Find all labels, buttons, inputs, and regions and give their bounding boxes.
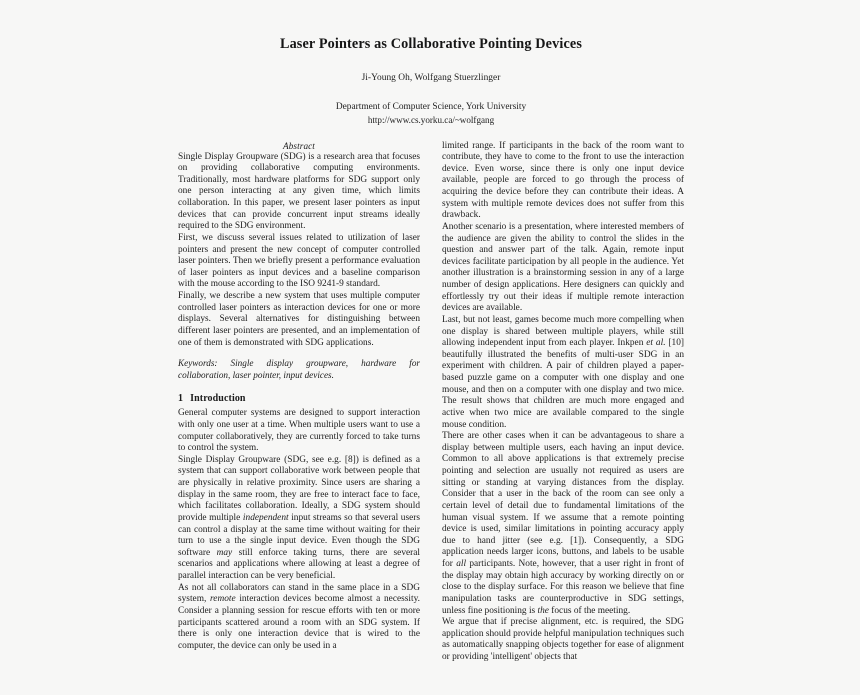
left-column — [178, 141, 420, 664]
author-url[interactable]: http://www.cs.yorku.ca/~wolfgang — [367, 115, 495, 125]
page-title: Laser Pointers as Collaborative Pointing Devices — [279, 36, 583, 52]
paper-content — [178, 30, 684, 664]
right-column — [442, 141, 684, 664]
abstract-paragraph: Finally, we describe a new system that uses multiple computer controlled laser pointers as interaction devices for one or more displays. Several alternatives for distinguishing between different laser pointers are presented, and an implementation of one of them is demonstrated with SDG applications. — [178, 291, 420, 348]
body-paragraph: There are other cases when it can be advantageous to share a display between multiple users, each having an input device. Common to all above applications is that extremely precise pointing and selection are usually not required as users are sitting or standing at varying distances from the display. Consider that a user in the back of the room can see only a certain level of detail due to fundamental limitations of the human visual system. If we assume that a remote pointing device is used, similar limitations in pointing accuracy apply due to hand jitter (see e.g. [1]). Consequently, a SDG application needs larger icons, buttons, and labels to be usable for all participants. Note, however, that a user right in front of the display may obtain high accuracy by working directly on or close to the display surface. For this reason we believe that fine manipulation tasks are counterproductive in SDG settings, unless fine positioning is the focus of the meeting. — [442, 431, 684, 616]
abstract-paragraph: First, we discuss several issues related to utilization of laser pointers and present the new concept of computer controlled laser pointers. Then we briefly present a performance evaluation of laser pointers as input devices and a baseline comparison with the mouse according to the ISO 9241-9 standard. — [178, 232, 420, 290]
affiliation-text: Department of Computer Science, York University — [335, 102, 527, 113]
body-paragraph: Single Display Groupware (SDG, see e.g. [8]) is defined as a system that can support collaborative work between people that are physically in relative proximity. Since users are sharing a display in the same room, they are free to interact face to face, which facilitates collaboration. Ideally, a SDG system should provide multiple independent input streams so that several users can control a display at the same time without waiting for their turn to use a the single input device. Even though the SDG software may still enforce taking turns, there are several scenarios and applications where allowing at least a degree of parallel interaction can be very beneficial. — [178, 454, 421, 582]
author-list: Ji-Young Oh, Wolfgang Stuerzlinger — [361, 73, 501, 84]
abstract-heading: Abstract — [283, 140, 315, 151]
keywords-line: Keywords: Single display groupware, hardware for collaboration, laser pointer, input devices. — [178, 358, 420, 380]
body-paragraph: General computer systems are designed to support interaction with only one user at a time. When multiple users want to use a computer collaboratively, they are currently forced to take turns to control the system. — [178, 408, 420, 454]
section-title: Introduction — [190, 393, 246, 405]
abstract-paragraph: Single Display Groupware (SDG) is a research area that focuses on providing collaborative computing environments. Traditionally, most hardware platforms for SDG support only one person interacting at any given time, which limits collaboration. In this paper, we present laser pointers as input devices that can provide concurrent input streams ideally required to the SDG environment. — [178, 151, 420, 232]
body-paragraph: Another scenario is a presentation, where interested members of the audience are given the ability to control the slides in the question and answer part of the talk. Again, remote input devices facilitate participation by all people in the audience. Yet another illustration is a brainstorming session in any of a large number of design applications. Here designers can quickly and effortlessly try out their ideas if multiple remote interaction devices are available. — [442, 221, 684, 314]
two-column-body — [178, 141, 684, 664]
section-number: 1 — [178, 393, 184, 405]
title-block — [178, 30, 684, 127]
body-paragraph: Last, but not least, games become much more compelling when one display is shared between multiple players, while still allowing independent input from each player. Inkpen et al. [10] beautifully illustrated the benefits of multi-user SDG in an experiment with children. A pair of children played a paper-based puzzle game on a computer with one display and one mouse, and then on a computer with one display and two mice. The result shows that children are much more engaged and active when two mice are available compared to the single mouse condition. — [442, 314, 685, 430]
body-paragraph: As not all collaborators can stand in the same place in a SDG system, remote interaction devices become almost a necessity. Consider a planning session for rescue efforts with ten or more participants scattered around a room with an SDG system. If there is only one interaction device that is wired to the computer, the device can only be used in a — [178, 582, 420, 651]
body-paragraph: limited range. If participants in the back of the room want to contribute, they have to come to the front to use the interaction device. Even worse, since there is only one input device available, people are forced to go through the process of acquiring the device before they can contribute their ideas. A system with multiple remote devices does not suffer from this drawback. — [442, 140, 684, 221]
section-heading-introduction — [178, 393, 420, 404]
body-paragraph: We argue that if precise alignment, etc. is required, the SDG application should provide helpful manipulation techniques such as automatically snapping objects together for ease of alignment or providing 'intelligent' objects that — [442, 617, 684, 663]
affiliation-block — [178, 101, 684, 127]
